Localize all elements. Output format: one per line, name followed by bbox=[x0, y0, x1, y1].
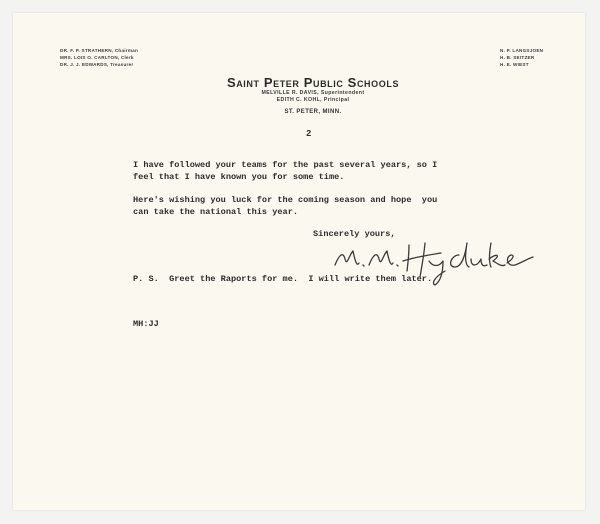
board-member: H. E. WIEST bbox=[500, 62, 529, 67]
letterhead bbox=[163, 75, 463, 115]
paragraph-2-line-2: can take the national this year. bbox=[133, 207, 299, 217]
closing: Sincerely yours, bbox=[313, 229, 396, 239]
board-member: N. P. LANGSJOEN bbox=[500, 48, 544, 53]
board-member: H. B. SEITZER bbox=[500, 55, 535, 60]
city-line: ST. PETER, MINN. bbox=[284, 109, 342, 115]
superintendent-line: MELVILLE R. DAVIS, Superintendent bbox=[261, 90, 365, 96]
paragraph-2 bbox=[133, 194, 437, 218]
principal-line: EDITH C. KOHL, Principal bbox=[276, 97, 350, 103]
board-member-treasurer: DR. J. J. EDWARDS, Treasurer bbox=[60, 62, 134, 67]
paragraph-1 bbox=[133, 159, 437, 183]
paragraph-1-line-1: I have followed your teams for the past several years, so I bbox=[133, 160, 438, 170]
board-member-chairman: DR. F. P. STRATHERN, Chairman bbox=[60, 48, 139, 53]
school-name: Saint Peter Public Schools bbox=[226, 75, 400, 90]
board-member-clerk: MRS. LOIS O. CARLTON, Clerk bbox=[60, 55, 134, 60]
paragraph-2-line-1: Here's wishing you luck for the coming season and hope you bbox=[133, 195, 438, 205]
postscript: P. S. Greet the Raports for me. I will write them later. bbox=[133, 274, 433, 284]
page-number: 2 bbox=[306, 129, 312, 139]
typist-initials: MH:JJ bbox=[133, 319, 159, 329]
letter-page bbox=[13, 13, 585, 510]
paragraph-1-line-2: feel that I have known you for some time. bbox=[133, 172, 345, 182]
board-members-right bbox=[500, 47, 543, 68]
board-members-left bbox=[60, 47, 138, 68]
